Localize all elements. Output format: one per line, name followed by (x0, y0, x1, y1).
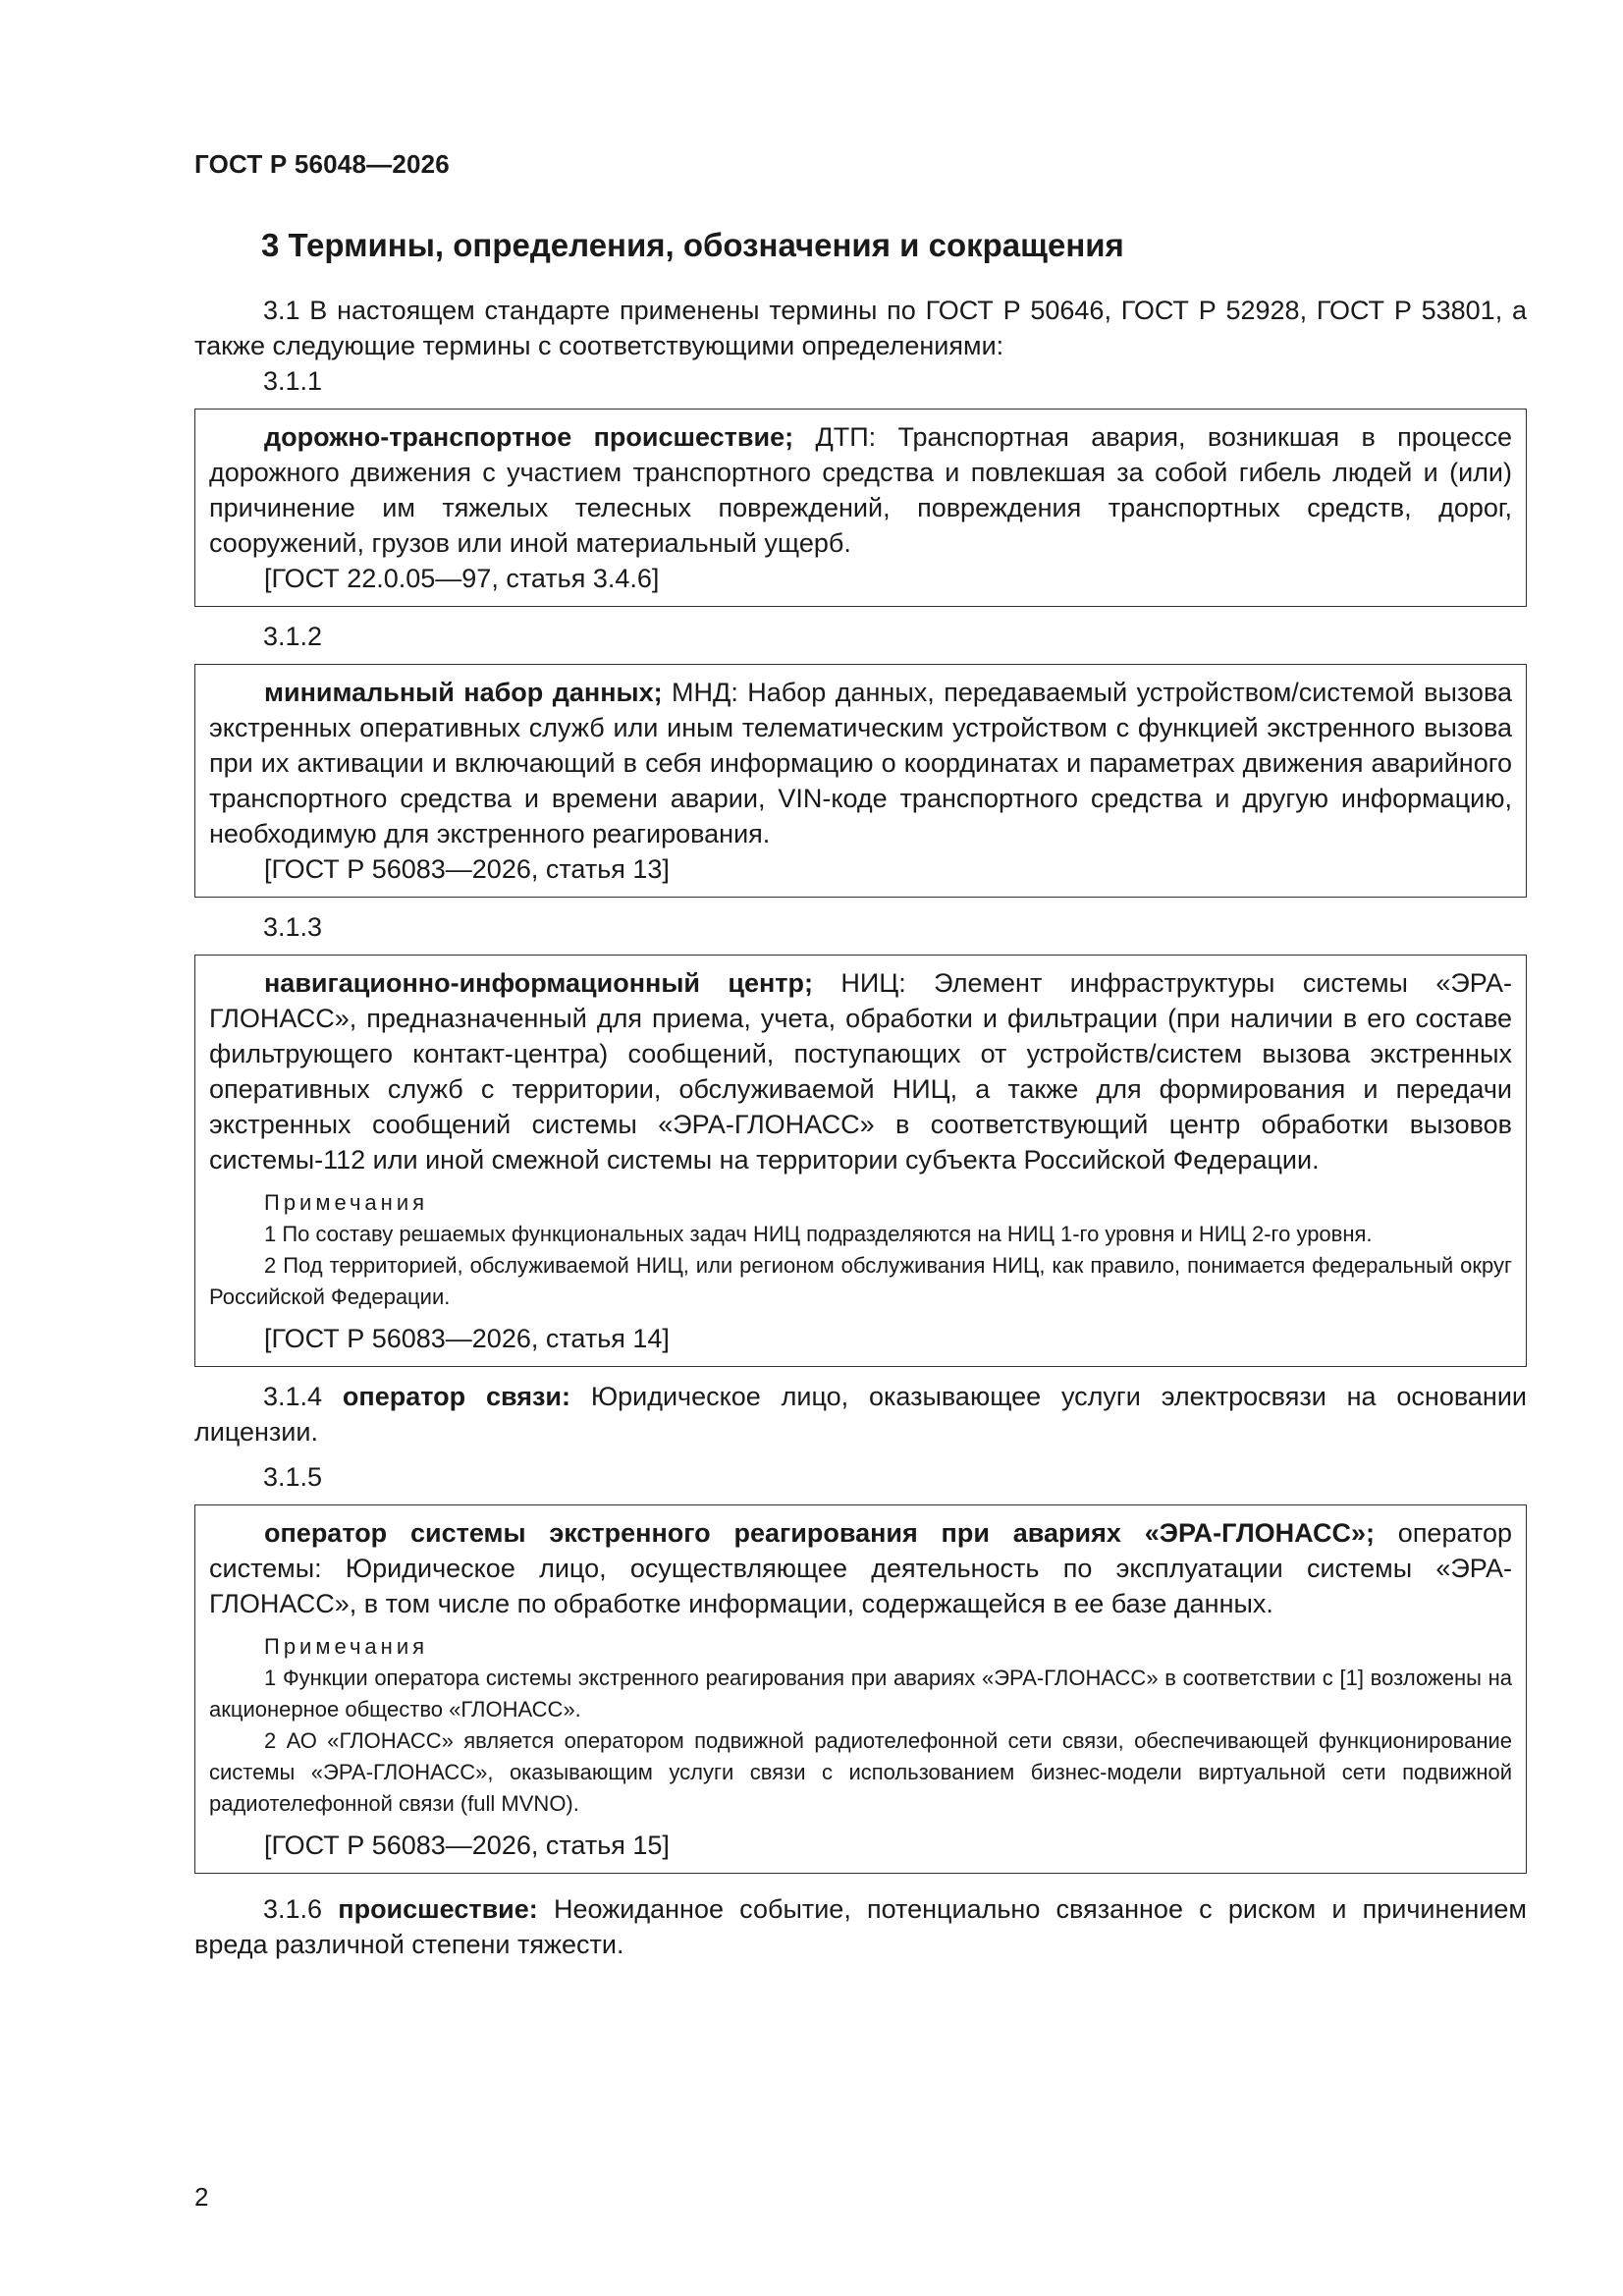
term-name: оператор связи: (342, 1382, 570, 1411)
term-definition (209, 419, 1512, 561)
definition-text: Юридическое лицо, оказывающее услуги электросвязи на основании лицензии. (194, 1382, 1527, 1447)
notes-block (209, 1187, 1512, 1313)
definition-text: ДТП: Транспортная авария, возникшая в процессе дорожного движения с участием транспортного средства и повлекшая за собой гибель людей и (или) причинение им тяжелых телесных повреждений, повреждения транспортных средств, дорог, сооружений, грузов или иной материальный ущерб. (209, 422, 1513, 558)
term-source: [ГОСТ Р 56083—2026, статья 13] (264, 854, 670, 884)
definition-text: Неожиданное событие, потенциально связанное с риском и причинением вреда различной степени тяжести. (194, 1894, 1527, 1959)
term-source: [ГОСТ 22.0.05—97, статья 3.4.6] (264, 564, 660, 593)
term-number: 3.1.5 (263, 1462, 323, 1492)
term-definition (209, 1515, 1512, 1621)
term-name: минимальный набор данных; (264, 678, 663, 707)
term-name: навигационно-информационный центр; (264, 968, 813, 998)
term-definition (209, 965, 1512, 1177)
note-item: 1 Функции оператора системы экстренного реагирования при авариях «ЭРА-ГЛОНАСС» в соответствии с [1] возложены на акционерное общество «ГЛОНАСС». (209, 1666, 1512, 1722)
notes-title: Примечания (264, 1190, 429, 1215)
definition-text: НИЦ: Элемент инфраструктуры системы «ЭРА-ГЛОНАСС», предназначенный для приема, учета, обработки и фильтрации (при наличии в его составе фильтрующего контакт-центра) сообщений, поступающих от устройств/систем вызова экстренных оперативных служб с территории, обслуживаемой НИЦ, а также для формирования и передачи экстренных сообщений системы «ЭРА-ГЛОНАСС» в соответствующий центр обработки вызовов системы-112 или иной смежной системы на территории субъекта Российской Федерации. (209, 968, 1512, 1175)
notes-title: Примечания (264, 1634, 429, 1659)
document-header: ГОСТ Р 56048—2026 (194, 149, 450, 179)
term-source: [ГОСТ Р 56083—2026, статья 15] (264, 1831, 670, 1860)
document-body (194, 226, 1527, 1972)
section-title: 3 Термины, определения, обозначения и сокращения (261, 227, 1124, 263)
term-number: 3.1.3 (263, 912, 323, 942)
term-paragraph (194, 1891, 1527, 1962)
note-item: 1 По составу решаемых функциональных задач НИЦ подразделяются на НИЦ 1-го уровня и НИЦ 2-го уровня. (264, 1222, 1373, 1246)
definition-text: МНД: Набор данных, передаваемый устройством/системой вызова экстренных оперативных служб или иным телематическим устройством с функцией экстренного вызова при их активации и включающий в себя информацию о координатах и параметрах движения аварийного транспортного средства и времени аварии, VIN-коде транспортного средства и другую информацию, необходимую для экстренного реагирования. (209, 678, 1512, 848)
term-box-nic (194, 955, 1527, 1367)
term-number: 3.1.1 (263, 366, 323, 396)
term-definition (209, 675, 1512, 851)
term-box-dtp (194, 409, 1527, 607)
term-name: оператор системы экстренного реагирования при авариях «ЭРА-ГЛОНАСС»; (264, 1518, 1375, 1548)
term-number: 3.1.2 (263, 622, 323, 651)
term-paragraph (194, 1379, 1527, 1449)
term-box-era-operator (194, 1504, 1527, 1874)
term-number: 3.1.4 (263, 1382, 323, 1411)
term-name: происшествие: (338, 1894, 538, 1924)
term-box-mnd (194, 664, 1527, 898)
definition-text: оператор системы: Юридическое лицо, осуществляющее деятельность по эксплуатации системы «ЭРА-ГЛОНАСС», в том числе по обработке информации, содержащейся в ее базе данных. (209, 1518, 1512, 1618)
notes-block (209, 1631, 1512, 1820)
term-number: 3.1.6 (263, 1894, 323, 1924)
term-name: дорожно-транспортное происшествие; (264, 422, 794, 452)
note-item: 2 Под территорией, обслуживаемой НИЦ, или регионом обслуживания НИЦ, как правило, понимается федеральный округ Российской Федерации. (209, 1253, 1512, 1309)
note-item: 2 АО «ГЛОНАСС» является оператором подвижной радиотелефонной сети связи, обеспечивающей функционирование системы «ЭРА-ГЛОНАСС», оказывающим услуги связи с использованием бизнес-модели виртуальной сети подвижной радиотелефонной связи (full MVNO). (209, 1728, 1512, 1816)
page-number: 2 (194, 2182, 209, 2212)
intro-paragraph: 3.1 В настоящем стандарте применены термины по ГОСТ Р 50646, ГОСТ Р 52928, ГОСТ Р 53801, а также следующие термины с соответствующими определениями: (194, 296, 1527, 360)
term-source: [ГОСТ Р 56083—2026, статья 14] (264, 1324, 670, 1353)
